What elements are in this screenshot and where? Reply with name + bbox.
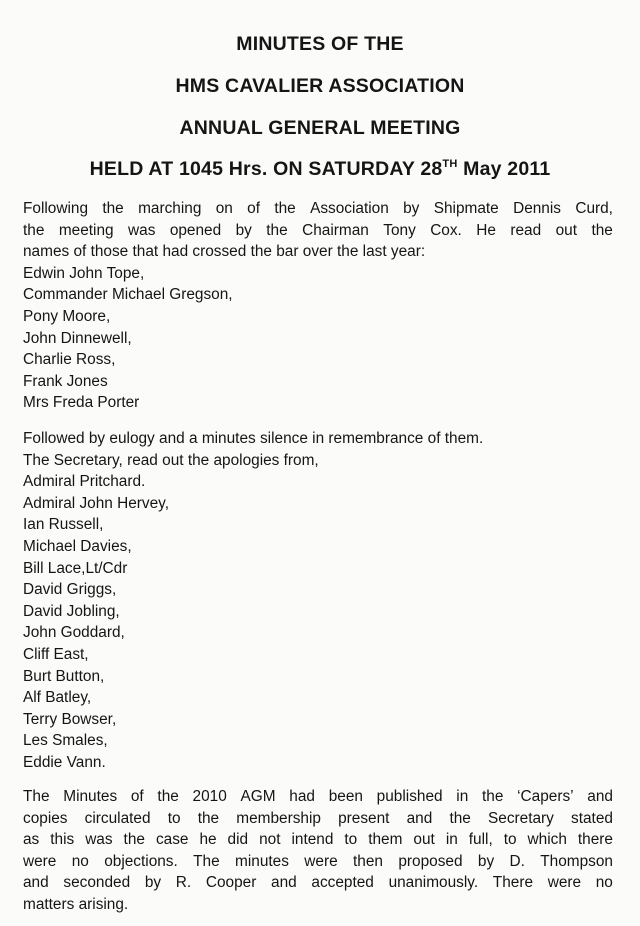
word: and — [406, 809, 433, 827]
word: which — [527, 831, 567, 849]
name-list-item: Ian Russell, — [23, 516, 104, 534]
name-list-item: Les Smales, — [23, 732, 108, 750]
opening-paragraph — [23, 198, 613, 414]
word: in — [445, 831, 458, 849]
word: the — [157, 788, 179, 805]
word: out — [555, 221, 578, 239]
word: minutes — [235, 852, 289, 870]
word: AGM — [240, 788, 276, 805]
word: D. — [509, 852, 525, 870]
title-line-2: HMS CAVALIER ASSOCIATION — [175, 75, 465, 97]
word: the — [102, 200, 124, 217]
word: Thompson — [540, 852, 613, 870]
date-heading-prefix: HELD AT 1045 Hrs. ON SATURDAY 28 — [89, 158, 443, 180]
title-line-3: ANNUAL GENERAL MEETING — [179, 117, 461, 139]
title-line-1: MINUTES OF THE — [236, 33, 404, 55]
word: as — [23, 831, 40, 849]
name-list-item: Charlie Ross, — [23, 351, 116, 369]
word: them — [368, 831, 403, 849]
word: marching — [138, 200, 202, 217]
word: out — [413, 831, 435, 849]
word: Shipmate — [433, 200, 499, 217]
word: Cox. — [430, 221, 462, 239]
name-list-item: Michael Davies, — [23, 537, 132, 555]
word: then — [353, 852, 383, 870]
apologies-section — [23, 428, 613, 774]
word: of — [130, 788, 144, 805]
word: by — [403, 200, 420, 217]
word: the — [23, 221, 45, 239]
word: on — [215, 200, 233, 217]
word: and — [23, 874, 49, 892]
word: the — [591, 221, 613, 239]
word: to — [167, 809, 181, 827]
word: and — [587, 788, 613, 805]
word: accepted — [311, 874, 374, 892]
name-list-item: Admiral John Hervey, — [23, 494, 169, 512]
justified-line — [23, 829, 613, 851]
word: stated — [571, 809, 613, 827]
word: seconded — [63, 874, 131, 892]
word: copies — [23, 809, 68, 827]
name-list-item: Cliff East, — [23, 645, 89, 663]
date-heading-suffix: May 2011 — [463, 158, 551, 180]
name-list-item: David Griggs, — [23, 581, 117, 599]
word: was — [85, 831, 113, 849]
name-list-item: Terry Bowser, — [23, 710, 117, 728]
word: Curd, — [575, 200, 613, 217]
word: Dennis — [513, 200, 561, 217]
word: full, — [468, 831, 493, 849]
word: intend — [291, 831, 334, 849]
word: present — [338, 809, 390, 827]
name-list-item: Bill Lace,Lt/Cdr — [23, 559, 128, 577]
word: Association — [310, 200, 389, 217]
word: ‘Capers’ — [517, 788, 574, 805]
name-list-item: Admiral Pritchard. — [23, 473, 146, 491]
meeting-date-heading — [0, 158, 640, 181]
word: Following — [23, 200, 89, 217]
paragraph-line: names of those that had crossed the bar over the last year: — [23, 243, 426, 261]
word: to — [344, 831, 358, 849]
justified-line — [23, 198, 613, 220]
name-list-item: Commander Michael Gregson, — [23, 286, 233, 304]
word: been — [328, 788, 363, 805]
word: there — [577, 831, 613, 849]
justified-line — [23, 220, 613, 242]
word: The — [23, 788, 50, 805]
word: Chairman — [302, 221, 369, 239]
word: meeting — [58, 221, 114, 239]
word: to — [503, 831, 517, 849]
word: 2010 — [192, 788, 227, 805]
name-list-item: Pony Moore, — [23, 307, 111, 325]
previous-minutes-paragraph — [23, 786, 613, 916]
word: Minutes — [63, 788, 118, 805]
justified-line — [23, 808, 613, 830]
word: Tony — [383, 221, 416, 239]
word: did — [227, 831, 249, 849]
word: the — [123, 831, 145, 849]
word: had — [289, 788, 315, 805]
justified-line — [23, 786, 613, 808]
word: Secretary — [488, 809, 554, 827]
word: published — [376, 788, 443, 805]
date-heading-ordinal: TH — [442, 158, 458, 170]
word: were — [304, 852, 338, 870]
word: no — [71, 852, 89, 870]
word: not — [259, 831, 281, 849]
justified-line — [23, 872, 613, 894]
word: unanimously. — [388, 874, 479, 892]
word: he — [199, 831, 217, 849]
name-list-item: Mrs Freda Porter — [23, 394, 140, 412]
paragraph-line: The Secretary, read out the apologies from, — [23, 451, 319, 469]
word: read — [510, 221, 542, 239]
name-list-item: Alf Batley, — [23, 689, 92, 707]
word: the — [266, 221, 288, 239]
name-list-item: John Goddard, — [23, 624, 125, 642]
word: this — [50, 831, 75, 849]
word: by — [235, 221, 252, 239]
name-list-item: David Jobling, — [23, 602, 120, 620]
word: of — [247, 200, 261, 217]
paragraph-line: Followed by eulogy and a minutes silence in remembrance of them. — [23, 430, 484, 447]
justified-line — [23, 851, 613, 873]
word: was — [128, 221, 156, 239]
word: the — [197, 809, 220, 827]
name-list-item: Frank Jones — [23, 372, 108, 390]
word: opened — [169, 221, 222, 239]
word: case — [155, 831, 189, 849]
word: were — [547, 874, 582, 892]
word: objections. — [104, 852, 178, 870]
word: and — [271, 874, 297, 892]
word: by — [477, 852, 495, 870]
word: The — [193, 852, 220, 870]
word: were — [23, 852, 57, 870]
crossed-the-bar-list — [23, 263, 613, 414]
apologies-list — [23, 471, 613, 773]
word: He — [476, 221, 496, 239]
word: the — [482, 788, 504, 805]
name-list-item: John Dinnewell, — [23, 329, 132, 347]
name-list-item: Edwin John Tope, — [23, 264, 145, 282]
word: the — [274, 200, 296, 217]
word: by — [144, 874, 162, 892]
word: proposed — [398, 852, 463, 870]
word: There — [492, 874, 534, 892]
word: Cooper — [205, 874, 257, 892]
word: no — [595, 874, 613, 892]
name-list-item: Eddie Vann. — [23, 753, 106, 771]
word: circulated — [84, 809, 151, 827]
word: in — [456, 788, 469, 805]
word: R. — [175, 874, 192, 892]
paragraph-line: matters arising. — [23, 895, 129, 913]
word: the — [449, 809, 471, 827]
name-list-item: Burt Button, — [23, 667, 105, 685]
word: membership — [236, 809, 321, 827]
